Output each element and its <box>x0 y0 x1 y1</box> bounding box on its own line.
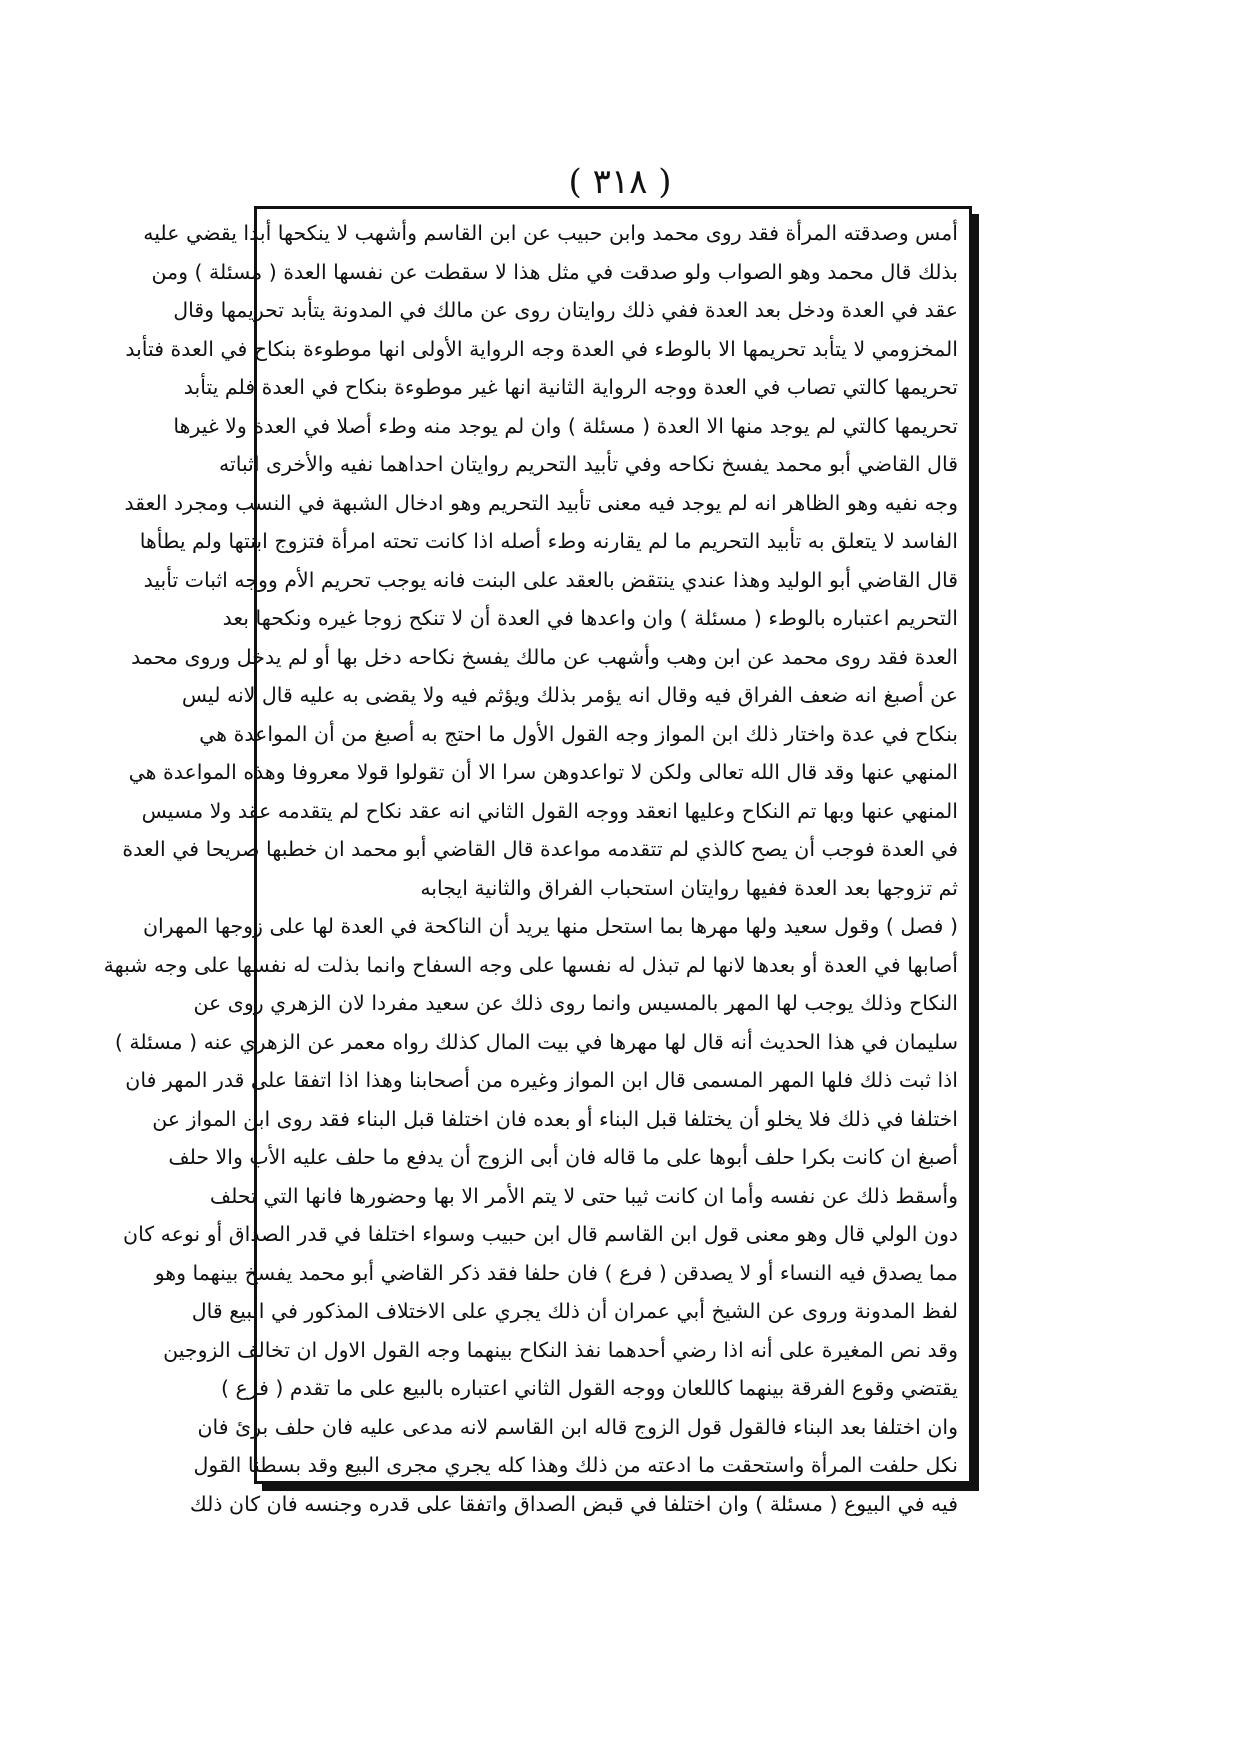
text-line: في العدة فوجب أن يصح كالذي لم تتقدمه مواعدة قال القاضي أبو محمد ان خطبها صريحا في العدة <box>122 837 958 861</box>
text-line: قال القاضي أبو محمد يفسخ نكاحه وفي تأبيد التحريم روايتان احداهما نفيه والأخرى اثباته <box>219 452 958 476</box>
text-line: يقتضي وقوع الفرقة بينهما كاللعان ووجه القول الثاني اعتباره بالبيع على ما تقدم ( فرع ) <box>221 1376 958 1400</box>
text-block <box>103 214 958 1516</box>
text-line: بذلك قال محمد وهو الصواب ولو صدقت في مثل هذا لا سقطت عن نفسها العدة ( مسئلة ) ومن <box>151 259 958 284</box>
text-line: المنهي عنها وبها تم النكاح وعليها انعقد ووجه القول الثاني انه عقد نكاح لم يتقدمه عقد ولا مسيس <box>141 798 958 823</box>
text-line: تحريمها كالتي لم يوجد منها الا العدة ( مسئلة ) وان لم يوجد منه وطء أصلا في العدة ولا غيرها <box>173 413 958 438</box>
text-line: وجه نفيه وهو الظاهر انه لم يوجد فيه معنى تأبيد التحريم وهو ادخال الشبهة في النسب ومجرد العقد <box>124 490 958 515</box>
text-line: ( فصل ) وقول سعيد ولها مهرها بما استحل منها يريد أن الناكحة في العدة لها على زوجها المهران <box>142 914 958 938</box>
text-line: عقد في العدة ودخل بعد العدة ففي ذلك روايتان روى عن مالك في المدونة يتأبد تحريمها وقال <box>173 298 958 322</box>
page-number: ( ٣١٨ ) <box>568 162 672 202</box>
text-line: فيه في البيوع ( مسئلة ) وان اختلفا في قبض الصداق واتفقا على قدره وجنسه فان كان ذلك <box>189 1491 958 1516</box>
text-line: دون الولي قال وهو معنى قول ابن القاسم قال ابن حبيب وسواء اختلفا في قدر الصداق أو نوعه كان <box>123 1222 958 1246</box>
text-line: الفاسد لا يتعلق به تأبيد التحريم ما لم يقارنه وطء أصله اذا كانت تحته امرأة فتزوج ابنتها ولم يطأها <box>139 529 958 553</box>
text-line: العدة فقد روى محمد عن ابن وهب وأشهب عن مالك يفسخ نكاحه دخل بها أو لم يدخل وروى محمد <box>131 644 958 669</box>
text-line: بنكاح في عدة واختار ذلك ابن المواز وجه القول الأول ما احتج به أصبغ من أن المواعدة هي <box>199 721 958 746</box>
text-line: وان اختلفا بعد البناء فالقول قول الزوج قاله ابن القاسم لانه مدعى عليه فان حلف برئ فان <box>197 1414 958 1439</box>
text-line: أمس وصدقته المرأة فقد روى محمد وابن حبيب عن ابن القاسم وأشهب لا ينكحها أبدا يقضي عليه <box>143 221 958 245</box>
text-line: أصبغ ان كانت بكرا حلف أبوها على ما قاله فان أبى الزوج أن يدفع ما حلف عليه الأب والا حلف <box>168 1145 958 1169</box>
text-line: مما يصدق فيه النساء أو لا يصدقن ( فرع ) فان حلفا فقد ذكر القاضي أبو محمد يفسخ بينهما وهو <box>154 1260 958 1285</box>
text-line: المخزومي لا يتأبد تحريمها الا بالوطء في العدة وجه الرواية الأولى انها موطوءة بنكاح في العدة فتأبد <box>125 336 958 361</box>
text-line: لفظ المدونة وروى عن الشيخ أبي عمران أن ذلك يجري على الاختلاف المذكور في البيع قال <box>191 1299 958 1323</box>
text-line: أصابها في العدة أو بعدها لانها لم تبذل له نفسها على وجه السفاح وانما بذلت له نفسها على وجه شبهة <box>103 952 958 977</box>
text-line: ثم تزوجها بعد العدة ففيها روايتان استحباب الفراق والثانية ايجابه <box>420 875 958 900</box>
text-line: وأسقط ذلك عن نفسه وأما ان كانت ثيبا حتى لا يتم الأمر الا بها وحضورها فانها التي تحلف <box>209 1183 958 1208</box>
text-line: قال القاضي أبو الوليد وهذا عندي ينتقض بالعقد على البنت فانه يوجب تحريم الأم ووجه اثبات تأبيد <box>143 567 958 592</box>
text-line: تحريمها كالتي تصاب في العدة ووجه الرواية الثانية انها غير موطوءة بنكاح في العدة فلم يتأبد <box>183 375 958 399</box>
text-line: عن أصبغ انه ضعف الفراق فيه وقال انه يؤمر بذلك ويؤثم فيه ولا يقضى به عليه قال لانه ليس <box>181 683 958 707</box>
text-line: التحريم اعتباره بالوطء ( مسئلة ) وان واعدها في العدة أن لا تنكح زوجا غيره ونكحها بعد <box>222 606 958 630</box>
text-line: اختلفا في ذلك فلا يخلو أن يختلفا قبل البناء أو بعده فان اختلفا قبل البناء فقد روى ابن المواز عن <box>152 1106 958 1131</box>
text-line: اذا ثبت ذلك فلها المهر المسمى قال ابن المواز وغيره من أصحابنا وهذا اذا اتفقا على قدر المهر فان <box>125 1068 958 1092</box>
text-line: النكاح وذلك يوجب لها المهر بالمسيس وانما روى ذلك عن سعيد مفردا لان الزهري روى عن <box>193 991 958 1015</box>
text-line: وقد نص المغيرة على أنه اذا رضي أحدهما نفذ النكاح بينهما وجه القول الاول ان تخالف الزوجين <box>163 1337 958 1362</box>
text-line: سليمان في هذا الحديث أنه قال لها مهرها في بيت المال كذلك رواه معمر عن الزهري عنه ( مسئلة ) <box>114 1029 958 1054</box>
frame-shadow-right <box>972 214 979 1490</box>
text-line: المنهي عنها وقد قال الله تعالى ولكن لا تواعدوهن سرا الا أن تقولوا قولا معروفا وهذه المواعدة هي <box>128 760 958 784</box>
text-line: نكل حلفت المرأة واستحقت ما ادعته من ذلك وهذا كله يجري مجرى البيع وقد بسطنا القول <box>193 1453 958 1477</box>
